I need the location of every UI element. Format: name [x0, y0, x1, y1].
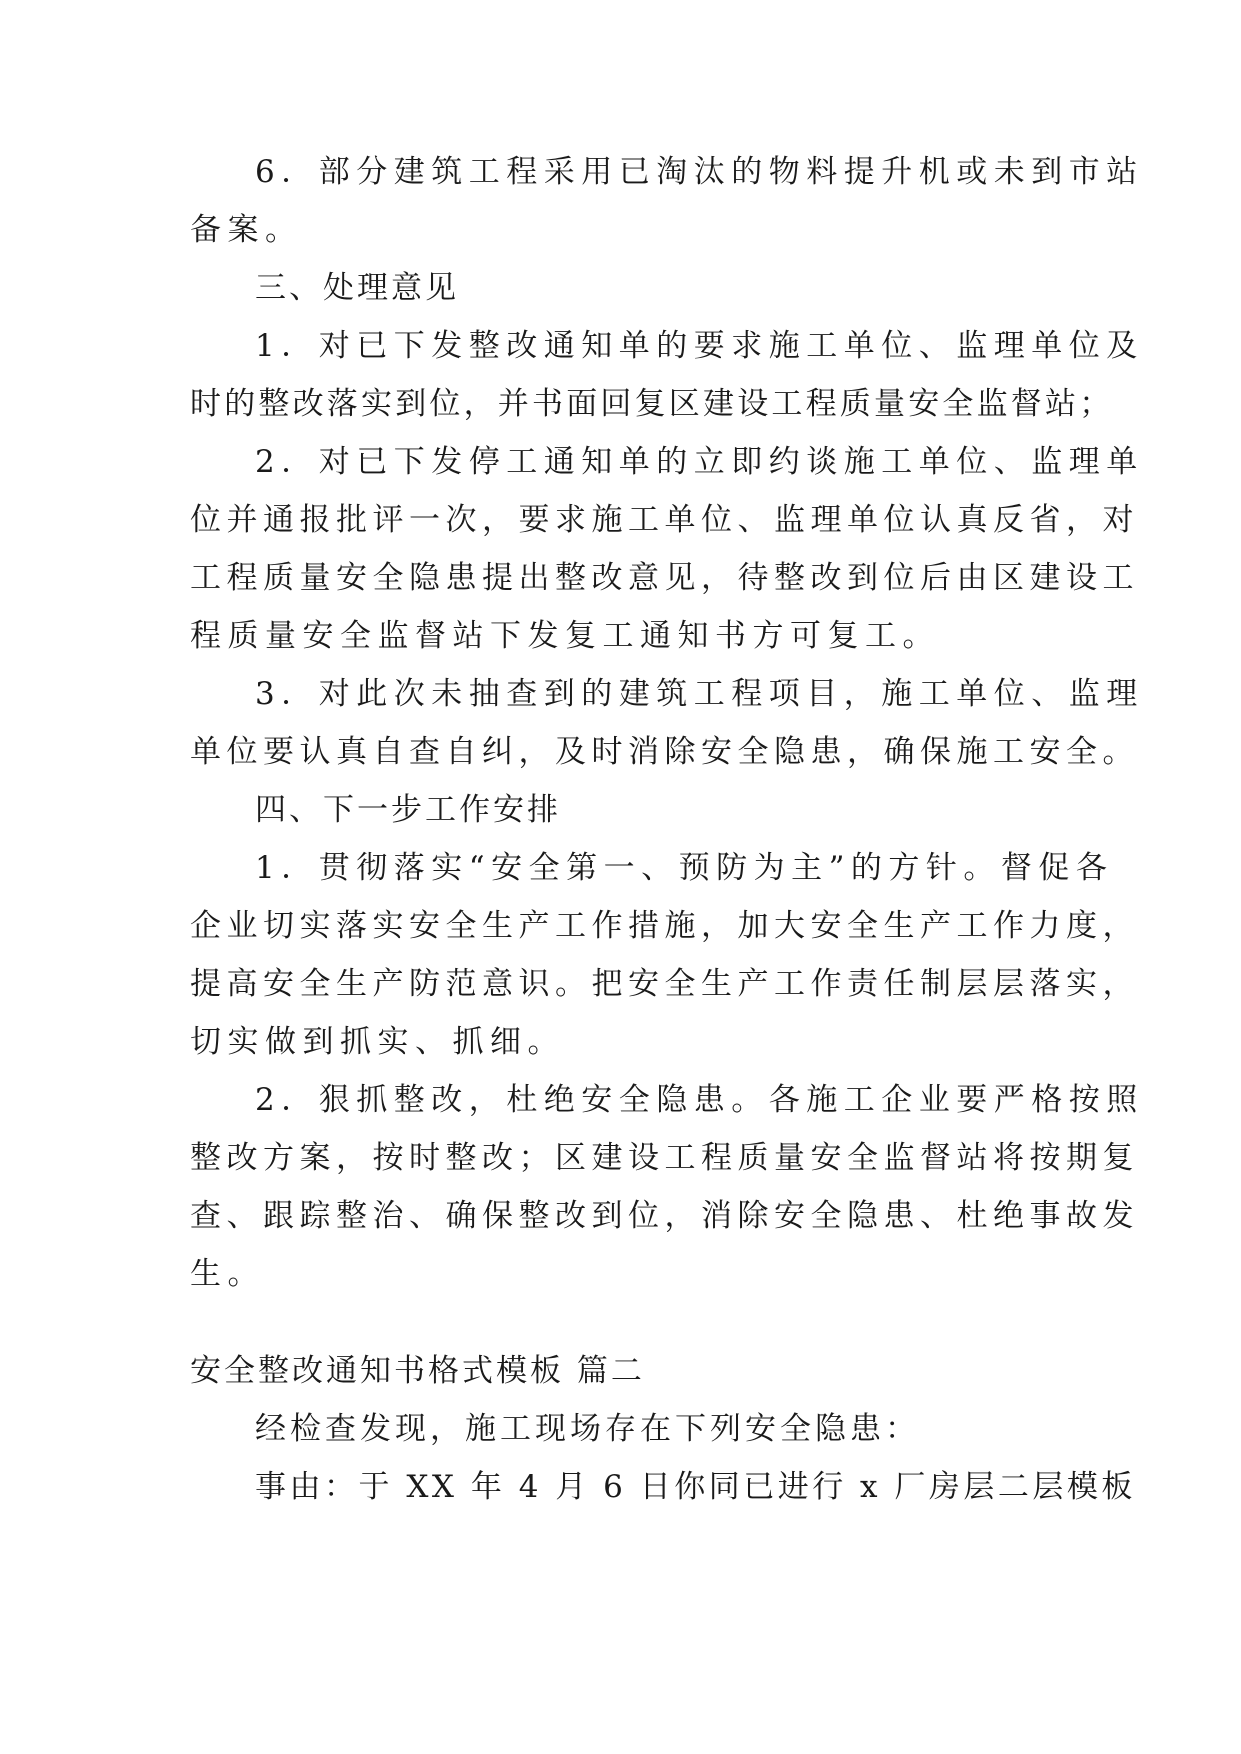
paragraph-line: 提高安全生产防范意识。把安全生产工作责任制层层落实，	[190, 966, 1139, 1002]
paragraph-line: 3．对此次未抽查到的建筑工程项目，施工单位、监理	[255, 676, 1144, 712]
paragraph-line: 事由：于 XX 年 4 月 6 日你同已进行 x 厂房层二层模板	[255, 1469, 1136, 1505]
paragraph-line: 1．对已下发整改通知单的要求施工单位、监理单位及	[255, 328, 1144, 364]
paragraph-line: 企业切实落实安全生产工作措施，加大安全生产工作力度，	[190, 908, 1139, 944]
paragraph-line: 切实做到抓实、抓细。	[190, 1024, 565, 1060]
paragraph-line: 工程质量安全隐患提出整改意见，待整改到位后由区建设工	[190, 560, 1139, 596]
section-heading: 四、下一步工作安排	[255, 792, 561, 828]
paragraph-line: 单位要认真自查自纠，及时消除安全隐患，确保施工安全。	[190, 734, 1139, 770]
section-heading: 三、处理意见	[255, 270, 459, 306]
paragraph-line: 6．部分建筑工程采用已淘汰的物料提升机或未到市站	[255, 154, 1144, 190]
paragraph-line: 查、跟踪整治、确保整改到位，消除安全隐患、杜绝事故发	[190, 1198, 1139, 1234]
paragraph-line: 生。	[190, 1256, 265, 1292]
paragraph-line: 位并通报批评一次，要求施工单位、监理单位认真反省，对	[190, 502, 1139, 538]
paragraph-line: 程质量安全监督站下发复工通知书方可复工。	[190, 618, 940, 654]
paragraph-line: 2．狠抓整改，杜绝安全隐患。各施工企业要严格按照	[255, 1082, 1144, 1118]
paragraph-line: 整改方案，按时整改；区建设工程质量安全监督站将按期复	[190, 1140, 1139, 1176]
paragraph-line: 经检查发现，施工现场存在下列安全隐患：	[255, 1411, 920, 1447]
paragraph-line: 2．对已下发停工通知单的立即约谈施工单位、监理单	[255, 444, 1144, 480]
paragraph-line: 时的整改落实到位，并书面回复区建设工程质量安全监督站；	[190, 386, 1114, 422]
section-title: 安全整改通知书格式模板 篇二	[190, 1353, 645, 1389]
paragraph-line: 备案。	[190, 212, 303, 248]
paragraph-line: 1．贯彻落实“安全第一、预防为主”的方针。督促各	[255, 850, 1114, 886]
